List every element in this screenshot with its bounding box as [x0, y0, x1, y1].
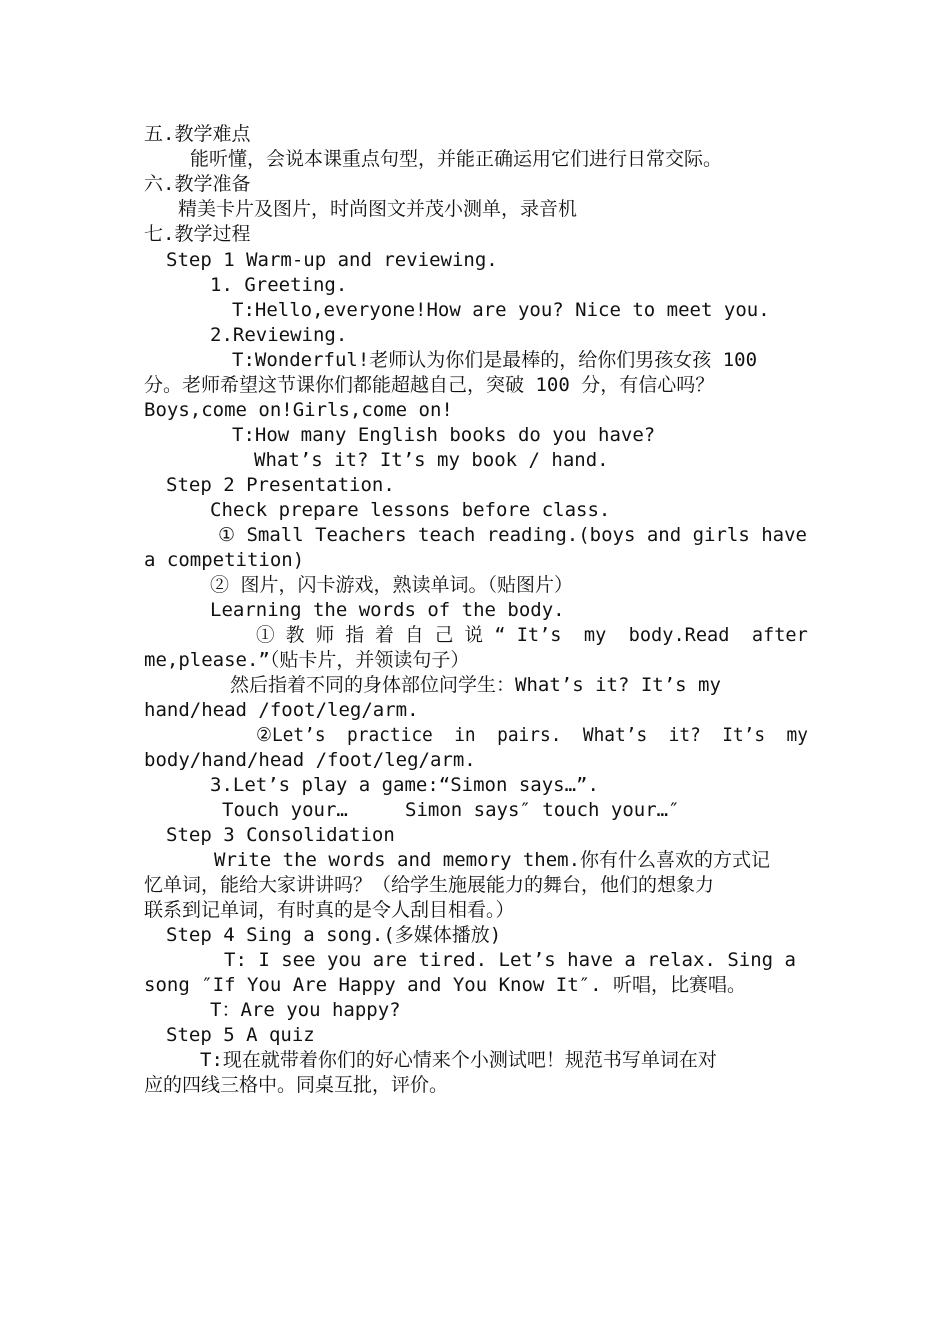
text-line: What’s it? It’s my book / hand. — [254, 449, 609, 471]
step-heading: Step 3 Consolidation — [166, 824, 395, 846]
text-line: 忆单词，能给大家讲讲吗？（给学生施展能力的舞台，他们的想象力 — [144, 874, 715, 896]
text-line: T:现在就带着你们的好心情来个小测试吧！规范书写单词在对 — [200, 1049, 717, 1071]
text-line: 然后指着不同的身体部位问学生：What’s it? It’s my — [230, 674, 721, 696]
text-line: T:Hello,everyone!How are you? Nice to meet you. — [232, 299, 770, 321]
text-line: ① 教 师 指 着 自 己 说 “ It’s my body.Read after — [256, 624, 808, 646]
text-line: hand/head /foot/leg/arm. — [144, 699, 419, 721]
text-line: ② 图片，闪卡游戏，熟读单词。（贴图片） — [210, 574, 573, 596]
text-line: 3.Let’s play a game:“Simon says…”. — [210, 774, 599, 796]
section-heading-process: 七.教学过程 — [144, 223, 251, 245]
step-heading: Step 4 Sing a song.(多媒体播放) — [166, 924, 502, 946]
text-line: Learning the words of the body. — [210, 599, 565, 621]
section-heading-preparation: 六.教学准备 — [144, 173, 251, 195]
step-heading: Step 2 Presentation. — [166, 474, 395, 496]
text-line: 2.Reviewing. — [210, 324, 348, 346]
text-line: T: I see you are tired. Let’s have a relax. Sing a — [224, 949, 796, 971]
text-line: ②Let’s practice in pairs. What’s it? It’s my — [256, 724, 808, 746]
text-line: T:Wonderful!老师认为你们是最棒的，给你们男孩女孩 100 — [232, 349, 758, 371]
text-line: 分。老师希望这节课你们都能超越自己，突破 100 分，有信心吗？ — [144, 374, 715, 396]
text-line: body/hand/head /foot/leg/arm. — [144, 749, 476, 771]
text-line: 能听懂，会说本课重点句型，并能正确运用它们进行日常交际。 — [190, 148, 723, 170]
section-heading-difficulties: 五.教学难点 — [144, 123, 251, 145]
text-line: ① Small Teachers teach reading.(boys and girls have — [218, 524, 807, 546]
text-line: 1. Greeting. — [210, 274, 348, 296]
text-line: T:How many English books do you have? — [232, 424, 656, 446]
text-line: 联系到记单词，有时真的是令人刮目相看。） — [144, 899, 515, 921]
step-heading: Step 5 A quiz — [166, 1024, 315, 1046]
text-line: Boys,come on!Girls,come on! — [144, 399, 453, 421]
text-line: a competition) — [144, 549, 305, 571]
text-line: 应的四线三格中。同桌互批，评价。 — [144, 1074, 449, 1096]
text-line: song ″If You Are Happy and You Know It″. 听唱，比赛唱。 — [144, 974, 746, 996]
text-line: Check prepare lessons before class. — [210, 499, 611, 521]
text-line: 精美卡片及图片，时尚图文并茂小测单，录音机 — [178, 198, 578, 220]
text-line: Touch your… Simon says″ touch your…″ — [222, 799, 680, 821]
text-line: Write the words and memory them.你有什么喜欢的方式记 — [214, 849, 771, 871]
text-line: T：Are you happy? — [210, 999, 401, 1021]
text-line: me,please.”（贴卡片，并领读句子） — [144, 649, 470, 671]
step-heading: Step 1 Warm-up and reviewing. — [166, 249, 498, 271]
